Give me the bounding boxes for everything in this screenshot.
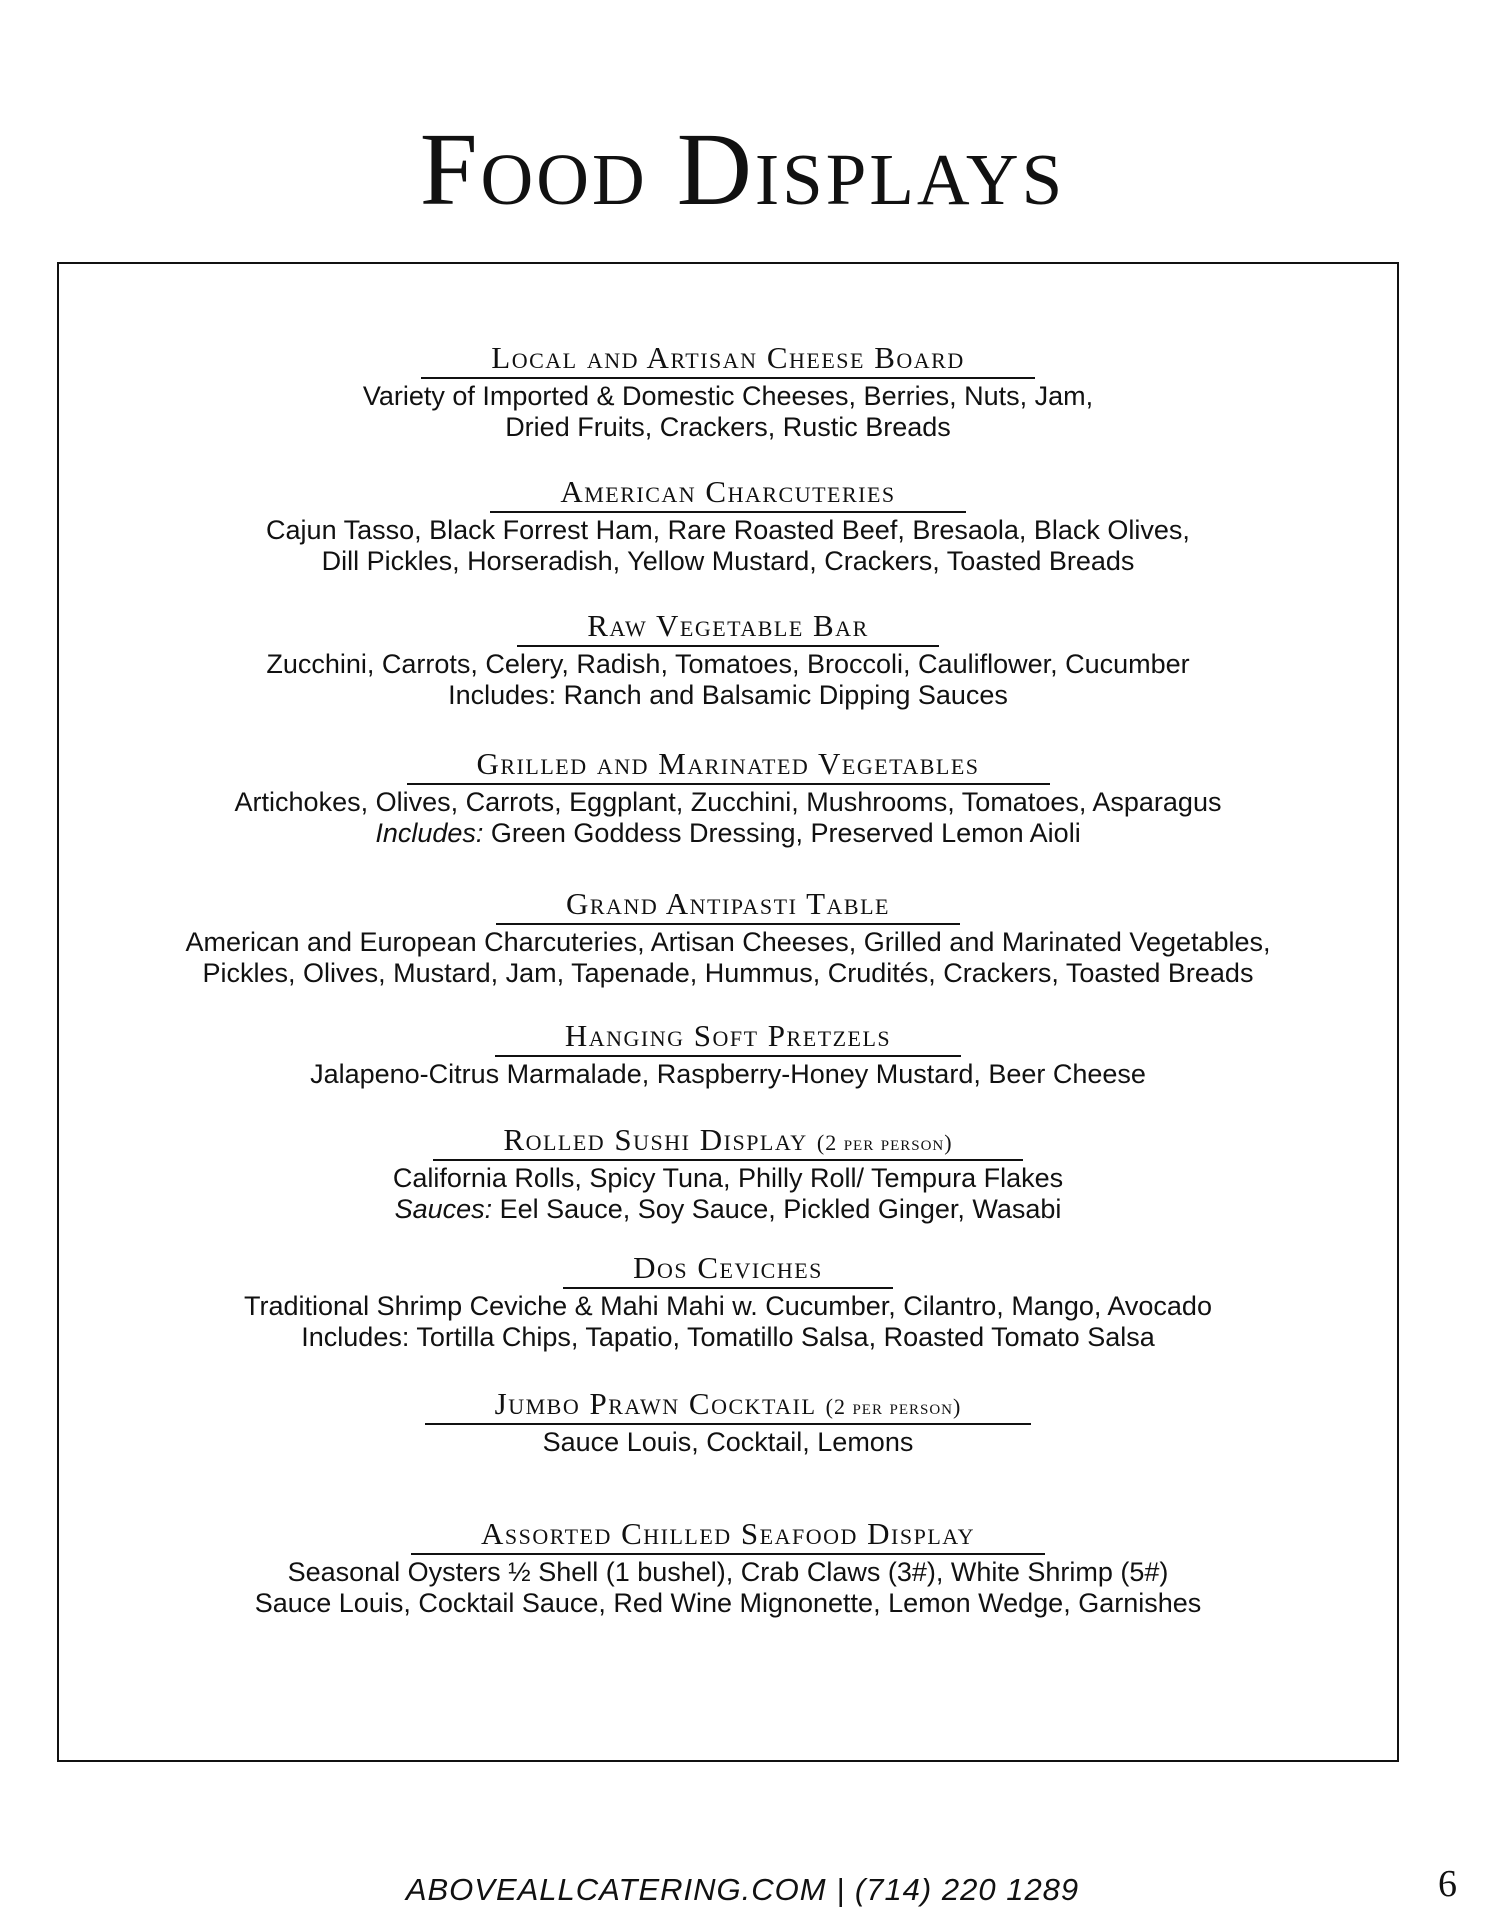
menu-section [59,342,1397,443]
menu-section [59,1388,1397,1458]
description-line: Dried Fruits, Crackers, Rustic Breads [505,411,951,442]
section-title [563,1252,893,1289]
menu-section [59,476,1397,577]
description-line: Pickles, Olives, Mustard, Jam, Tapenade, Hummus, Crudités, Crackers, Toasted Breads [202,957,1254,988]
description-line: Traditional Shrimp Ceviche & Mahi Mahi w. Cucumber, Cilantro, Mango, Avocado [244,1290,1212,1321]
description-line: Variety of Imported & Domestic Cheeses, Berries, Nuts, Jam, [362,380,1094,411]
section-title-text: Grilled and Marinated Vegetables [476,746,980,781]
section-description [59,649,1397,711]
section-title-text: Grand Antipasti Table [566,886,890,921]
menu-section [59,610,1397,711]
description-line [59,818,1397,849]
section-description [59,787,1397,849]
section-title-text: Hanging Soft Pretzels [564,1018,892,1053]
sauces-label: Sauces: [394,1193,493,1224]
section-title [425,1388,1032,1425]
description-text: Eel Sauce, Soy Sauce, Pickled Ginger, Wasabi [492,1193,1062,1224]
menu-section [59,1252,1397,1353]
section-title [496,888,960,925]
section-title [517,610,939,647]
section-title [411,1518,1045,1555]
section-description [59,515,1397,577]
section-title-text: American Charcuteries [560,474,896,509]
description-line: Artichokes, Olives, Carrots, Eggplant, Zucchini, Mushrooms, Tomatoes, Asparagus [234,786,1222,817]
section-title-text: Assorted Chilled Seafood Display [480,1516,976,1551]
description-line: Includes: Tortilla Chips, Tapatio, Tomatillo Salsa, Roasted Tomato Salsa [301,1321,1155,1352]
section-title [433,1124,1022,1161]
section-description [59,381,1397,443]
description-line: Jalapeno-Citrus Marmalade, Raspberry-Honey Mustard, Beer Cheese [310,1058,1146,1089]
portion-note: (2 per person) [816,1130,953,1155]
section-description [59,1427,1397,1458]
section-description [59,1163,1397,1225]
section-title [421,342,1034,379]
section-title [490,476,965,513]
section-title [495,1020,961,1057]
description-line: Includes: Ranch and Balsamic Dipping Sauces [448,679,1008,710]
menu-section [59,888,1397,989]
description-text: Green Goddess Dressing, Preserved Lemon Aioli [483,817,1081,848]
section-title [407,748,1050,785]
menu-box [57,262,1399,1762]
footer-contact: ABOVEALLCATERING.COM | (714) 220 1289 [405,1872,1080,1907]
page-title: Food Displays [419,112,1066,227]
section-title-text: Dos Ceviches [633,1250,823,1285]
section-description [59,1059,1397,1090]
description-line: American and European Charcuteries, Artisan Cheeses, Grilled and Marinated Vegetables, [185,926,1271,957]
description-line: Sauce Louis, Cocktail Sauce, Red Wine Mignonette, Lemon Wedge, Garnishes [254,1587,1202,1618]
menu-section [59,1124,1397,1225]
includes-label: Includes: [375,817,484,848]
section-description [59,1291,1397,1353]
section-title-text: Local and Artisan Cheese Board [491,340,965,375]
section-title-text: Raw Vegetable Bar [587,608,869,643]
page-number: 6 [1438,1863,1457,1905]
section-title-text: Jumbo Prawn Cocktail [494,1386,817,1421]
description-line: Cajun Tasso, Black Forrest Ham, Rare Roasted Beef, Bresaola, Black Olives, [266,514,1190,545]
description-line: Seasonal Oysters ½ Shell (1 bushel), Crab Claws (3#), White Shrimp (5#) [287,1556,1169,1587]
portion-note: (2 per person) [825,1394,962,1419]
section-title-text: Rolled Sushi Display [503,1122,808,1157]
description-line [59,1194,1397,1225]
menu-section [59,1020,1397,1090]
section-description [59,927,1397,989]
section-description [59,1557,1397,1619]
menu-section [59,748,1397,849]
menu-section [59,1518,1397,1619]
description-line: Zucchini, Carrots, Celery, Radish, Tomatoes, Broccoli, Cauliflower, Cucumber [266,648,1190,679]
description-line: California Rolls, Spicy Tuna, Philly Roll/ Tempura Flakes [392,1162,1064,1193]
description-line: Dill Pickles, Horseradish, Yellow Mustard, Crackers, Toasted Breads [321,545,1135,576]
description-line: Sauce Louis, Cocktail, Lemons [542,1426,914,1457]
